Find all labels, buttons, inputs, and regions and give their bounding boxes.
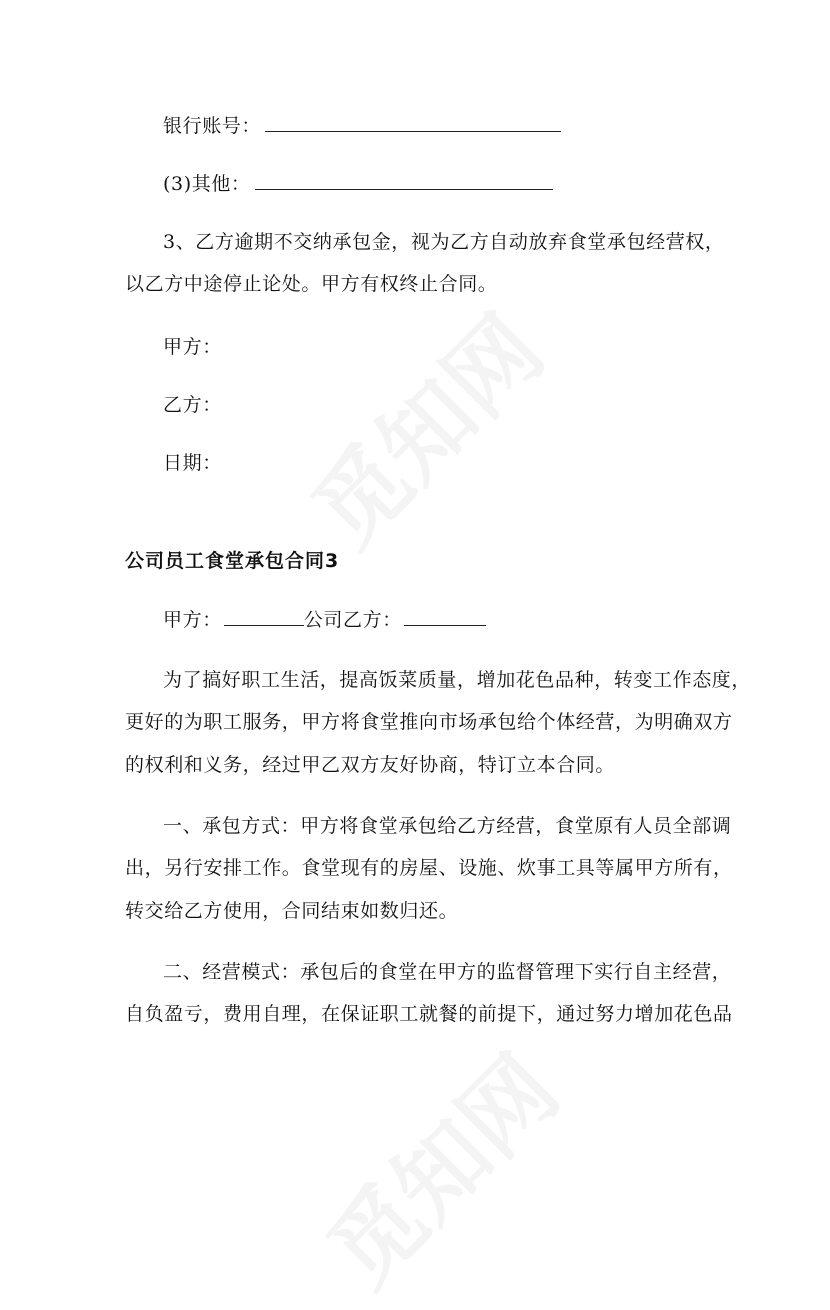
bank-account-label: 银行账号：	[163, 115, 262, 137]
section2-line2: 自负盈亏，费用自理，在保证职工就餐的前提下，通过努力增加花色品	[125, 1003, 733, 1025]
intro-line2: 更好的为职工服务，甲方将食堂推向市场承包给个体经营，为明确双方	[125, 711, 733, 733]
party-b-blank	[404, 607, 486, 626]
clause3-line2: 以乙方中途停止论处。甲方有权终止合同。	[125, 273, 498, 295]
clause3-line1: 3、乙方逾期不交纳承包金，视为乙方自动放弃食堂承包经营权，	[163, 231, 725, 253]
signature-date: 日期：	[163, 452, 222, 474]
contract3-parties	[163, 606, 486, 634]
party-a-blank	[224, 607, 304, 626]
signature-party-a: 甲方：	[163, 336, 222, 358]
parties-mid-label: 公司乙方：	[303, 609, 402, 631]
contract3-title: 公司员工食堂承包合同3	[125, 550, 340, 572]
signature-party-b: 乙方：	[163, 394, 222, 416]
bank-account-blank	[265, 113, 561, 132]
other-label: (3)其他：	[163, 173, 251, 195]
bank-account-field	[163, 112, 561, 140]
section1-line2: 出，另行安排工作。食堂现有的房屋、设施、炊事工具等属甲方所有，	[125, 857, 733, 879]
intro-line1: 为了搞好职工生活，提高饭菜质量，增加花色品种，转变工作态度，	[163, 669, 752, 691]
section1-line3: 转交给乙方使用，合同结束如数归还。	[125, 900, 459, 922]
watermark-bottom	[294, 1022, 583, 1310]
section2-line1: 二、经营模式：承包后的食堂在甲方的监督管理下实行自主经营，	[163, 961, 732, 983]
parties-a-label: 甲方：	[163, 609, 222, 631]
other-blank	[255, 171, 553, 190]
section1-line1: 一、承包方式：甲方将食堂承包给乙方经营，食堂原有人员全部调	[163, 815, 732, 837]
watermark-main	[279, 282, 568, 571]
intro-line3: 的权利和义务，经过甲乙双方友好协商，特订立本合同。	[125, 754, 616, 776]
other-field	[163, 170, 553, 198]
